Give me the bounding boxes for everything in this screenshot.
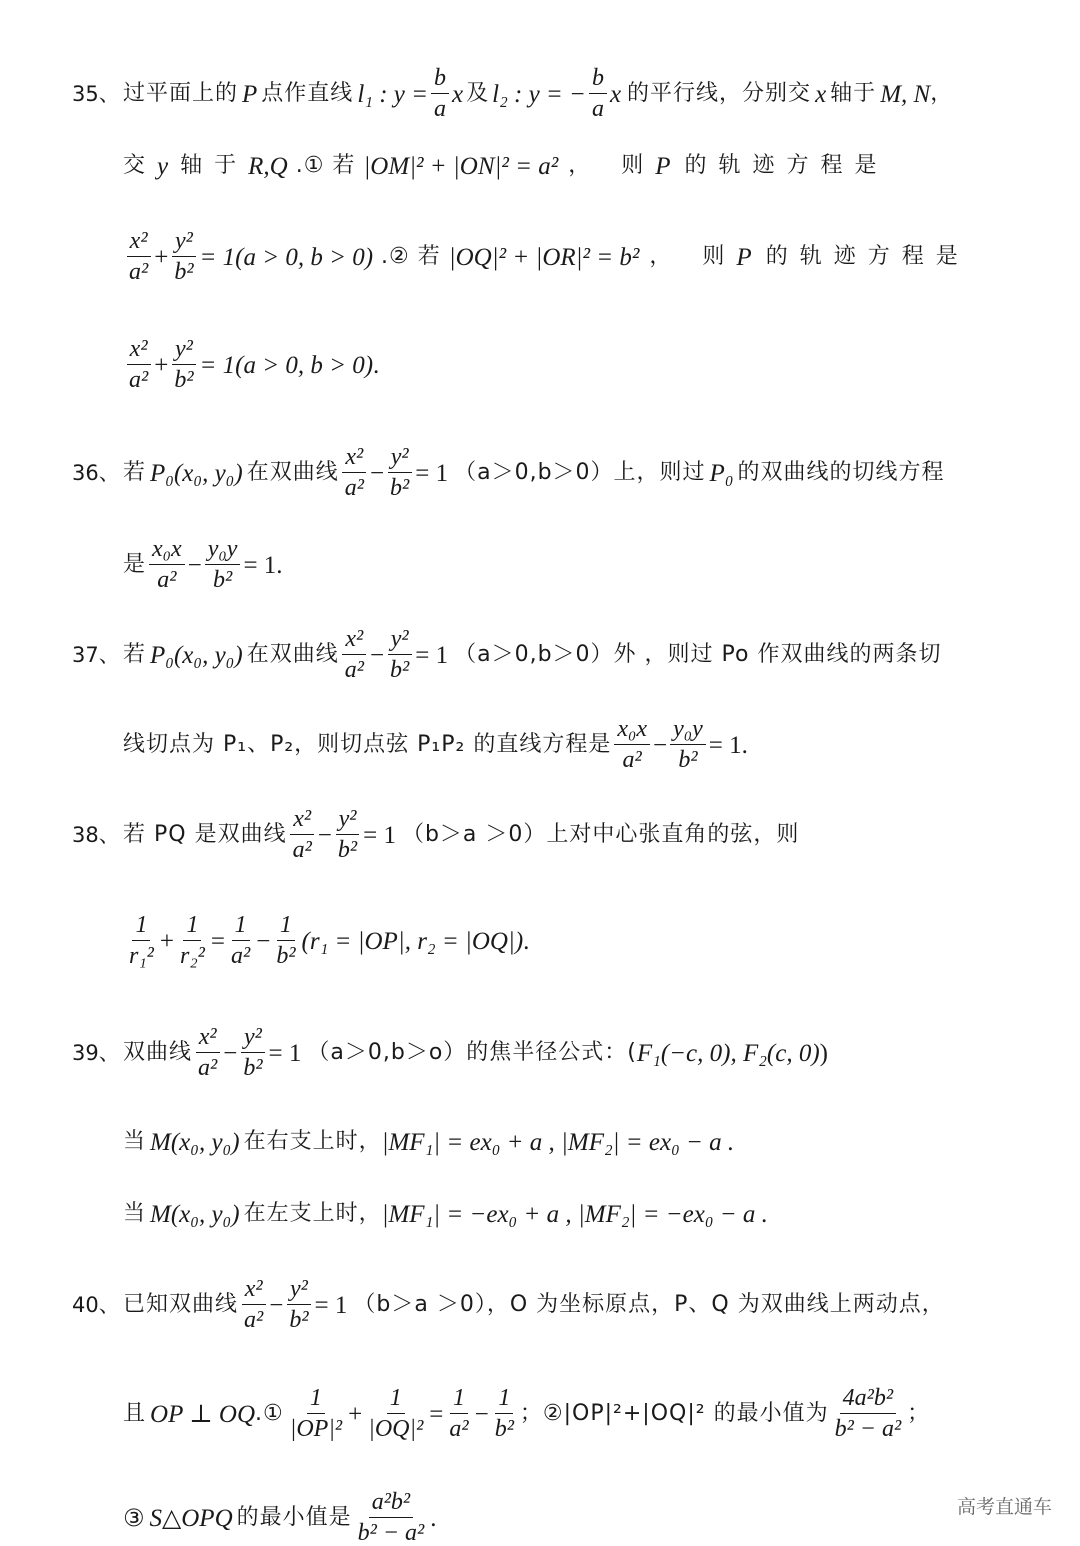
- item-number: 38、: [72, 822, 120, 847]
- item-number: 35、: [72, 81, 120, 106]
- text: .① 若: [295, 153, 356, 178]
- item-36-line-2: [0, 530, 1080, 600]
- text: 线切点为 P₁、P₂，则切点弦 P₁P₂ 的直线方程是: [123, 732, 612, 757]
- math: = 1: [268, 1039, 302, 1067]
- math: = 1(a > 0, b > 0): [199, 351, 374, 379]
- text: .①: [255, 1401, 284, 1426]
- item-38-line-2: [0, 904, 1080, 978]
- math: y: [157, 152, 169, 180]
- fraction: $\frac{\text{y²}}{\text{b²}}$: [171, 337, 196, 393]
- item-39-line-3: [0, 1192, 1080, 1236]
- text: 当: [123, 1129, 147, 1154]
- text: 若 PQ 是双曲线: [123, 822, 287, 847]
- math: +: [154, 351, 169, 379]
- text: ；: [907, 1401, 931, 1426]
- text: （b＞a ＞0）上对中心张直角的弦，则: [401, 822, 800, 847]
- fraction: $\frac{\text{4a²b²}}{\text{b² − a²}}$: [834, 1384, 902, 1442]
- fraction: $\frac{\text{x²}}{\text{a²}}$: [342, 627, 367, 683]
- math: M(x₀, y₀): [150, 1200, 240, 1228]
- text: 在右支上时，: [243, 1129, 382, 1154]
- text: 过平面上的: [123, 81, 239, 106]
- math: −: [317, 821, 332, 849]
- item-number: 36、: [72, 460, 120, 485]
- fraction: $\frac{\text{x²}}{\text{a²}}$: [195, 1025, 220, 1081]
- text: ；②|OP|²+|OQ|² 的最小值为: [519, 1401, 829, 1426]
- fraction: $\frac{1}{\text{r₂²}}$: [180, 911, 205, 969]
- fraction: $\frac{\text{y²}}{\text{b²}}$: [286, 1277, 311, 1333]
- item-38-line-1: [0, 800, 1080, 870]
- fraction: $\frac{\text{x²}}{\text{a²}}$: [126, 229, 151, 285]
- text: 在左支上时，: [243, 1201, 382, 1226]
- fraction: $\frac{1}{\text{r₁²}}$: [129, 911, 154, 969]
- math: M, N: [880, 80, 931, 108]
- fraction: $\frac{1}{\text{b²}}$: [276, 911, 296, 969]
- text: 若: [123, 460, 147, 485]
- fraction: $\frac{\text{x²}}{\text{a²}}$: [241, 1277, 266, 1333]
- math: .: [430, 1504, 437, 1532]
- math: M(x₀, y₀): [150, 1128, 240, 1156]
- math: .: [373, 351, 380, 379]
- item-37-line-1: [0, 620, 1080, 690]
- text: （a＞0,b＞o）的焦半径公式：(: [307, 1040, 637, 1065]
- fraction: $\frac{\text{y²}}{\text{b²}}$: [335, 807, 360, 863]
- fraction: $\frac{\text{y₀y}}{\text{b²}}$: [670, 717, 706, 773]
- fraction: $\frac{1}{\text{a²}}$: [231, 911, 251, 969]
- item-40-line-1: [0, 1270, 1080, 1340]
- text: .② 若: [381, 244, 441, 269]
- math: = 1: [415, 459, 449, 487]
- math: ): [819, 1039, 828, 1067]
- math: −: [474, 1400, 489, 1428]
- math: −: [187, 551, 202, 579]
- math: = 1.: [243, 551, 283, 579]
- math: = 1: [363, 821, 396, 849]
- item-number: 39、: [72, 1040, 120, 1065]
- text: 点作直线: [261, 81, 354, 106]
- text: 的平行线，分别交: [627, 81, 812, 106]
- math: =: [210, 927, 225, 955]
- item-37-line-2: [0, 710, 1080, 780]
- fraction: $\frac{\text{x²}}{\text{a²}}$: [290, 807, 315, 863]
- math: = 1: [415, 641, 449, 669]
- text: 双曲线: [123, 1040, 193, 1065]
- text: 交: [123, 153, 158, 178]
- fraction: $\frac{b}{a}$: [589, 66, 607, 122]
- watermark-text: 高考直通车: [956, 1496, 1052, 1518]
- math: |MF₁| = −ex₀ + a , |MF₂| = −ex₀ − a .: [381, 1200, 768, 1228]
- item-39-line-2: [0, 1120, 1080, 1164]
- math: l₁ : y =: [357, 80, 428, 108]
- fraction: $\frac{\text{y²}}{\text{b²}}$: [240, 1025, 265, 1081]
- text: 且: [123, 1401, 147, 1426]
- item-36-line-1: [0, 438, 1080, 508]
- fraction: $\frac{1}{\text{b²}}$: [494, 1384, 514, 1442]
- text: 及: [466, 81, 490, 106]
- text: （a＞0,b＞0）外 ，则过 Po 作双曲线的两条切: [454, 642, 942, 667]
- text: 在双曲线: [246, 642, 339, 667]
- text: ，: [930, 81, 954, 106]
- text: 轴于: [180, 153, 249, 178]
- fraction: $\frac{b}{a}$: [431, 66, 449, 122]
- item-35-line-3: [0, 222, 1080, 292]
- math: |OQ|² + |OR|² = b²: [448, 243, 640, 271]
- fraction: $\frac{\text{x₀x}}{\text{a²}}$: [614, 717, 650, 773]
- item-number: 40、: [72, 1292, 120, 1317]
- math: −: [369, 459, 385, 487]
- math: x: [452, 80, 464, 108]
- fraction: $\frac{\text{x²}}{\text{a²}}$: [126, 337, 151, 393]
- fraction: $\frac{\text{a²b²}}{\text{b² − a²}}$: [357, 1489, 425, 1546]
- fraction: $\frac{\text{y²}}{\text{b²}}$: [387, 445, 412, 501]
- text: 的轨迹方程是: [765, 244, 970, 269]
- math: −: [652, 731, 668, 759]
- math: P₀(x₀, y₀): [150, 459, 243, 487]
- math: P: [655, 152, 671, 180]
- math: −: [256, 927, 271, 955]
- math: x: [815, 80, 827, 108]
- text: 当: [123, 1201, 147, 1226]
- fraction: $\frac{\text{x₀x}}{\text{a²}}$: [149, 537, 185, 593]
- text: 的轨迹方程是: [684, 153, 889, 178]
- math: +: [159, 927, 174, 955]
- item-35-line-2: [0, 146, 1080, 186]
- math: = 1(a > 0, b > 0): [199, 243, 374, 271]
- text: ， 则: [568, 153, 656, 178]
- math: = 1: [314, 1291, 348, 1319]
- math: =: [429, 1400, 444, 1428]
- item-40-line-2: [0, 1376, 1080, 1452]
- text: 是: [123, 552, 147, 577]
- fraction: $\frac{\text{x²}}{\text{a²}}$: [342, 445, 367, 501]
- math: +: [154, 243, 169, 271]
- fraction: $\frac{1}{\text{|OP|²}}$: [289, 1384, 343, 1442]
- item-40-line-3: [0, 1490, 1080, 1546]
- math: R,Q: [248, 152, 288, 180]
- math: P₀: [709, 459, 734, 487]
- text: 已知双曲线: [123, 1292, 239, 1317]
- math: −: [369, 641, 385, 669]
- item-35-line-4: [0, 330, 1080, 400]
- math: .: [523, 927, 530, 955]
- text: 的双曲线的切线方程: [737, 460, 945, 485]
- math: S△OPQ: [149, 1504, 233, 1532]
- math: −: [223, 1039, 238, 1067]
- math: +: [348, 1400, 363, 1428]
- text: 的最小值是: [236, 1505, 352, 1531]
- text: （a＞0,b＞0）上，则过: [454, 460, 706, 485]
- math: = 1.: [708, 731, 748, 759]
- math: −: [269, 1291, 284, 1319]
- math: x: [609, 80, 622, 108]
- fraction: $\frac{1}{\text{|OQ|²}}$: [368, 1384, 424, 1442]
- text: ③: [123, 1504, 146, 1533]
- fraction: $\frac{\text{y₀y}}{\text{b²}}$: [205, 537, 241, 593]
- item-39-line-1: [0, 1018, 1080, 1088]
- fraction: $\frac{1}{\text{a²}}$: [449, 1384, 469, 1442]
- math: l₂ : y = −: [492, 80, 586, 108]
- math: P: [736, 243, 752, 271]
- item-35-line-1: [0, 62, 1080, 126]
- math: OP ⊥ OQ: [150, 1400, 256, 1428]
- fraction: $\frac{\text{y²}}{\text{b²}}$: [387, 627, 412, 683]
- text: 轴于: [830, 81, 877, 106]
- math: P₀(x₀, y₀): [150, 641, 243, 669]
- text: ， 则: [649, 244, 737, 269]
- item-number: 37、: [72, 642, 120, 667]
- math: (r₁ = |OP|, r₂ = |OQ|): [301, 927, 524, 955]
- math: |OM|² + |ON|² = a²: [363, 152, 559, 180]
- math: |MF₁| = ex₀ + a , |MF₂| = ex₀ − a .: [381, 1128, 735, 1156]
- text: 若: [123, 642, 147, 667]
- math: F₁(−c, 0), F₂(c, 0): [636, 1039, 820, 1067]
- text: （b＞a ＞0），O 为坐标原点，P、Q 为双曲线上两动点，: [353, 1292, 945, 1317]
- fraction: $\frac{\text{y²}}{\text{b²}}$: [171, 229, 196, 285]
- math: P: [242, 80, 258, 108]
- text: 在双曲线: [246, 460, 339, 485]
